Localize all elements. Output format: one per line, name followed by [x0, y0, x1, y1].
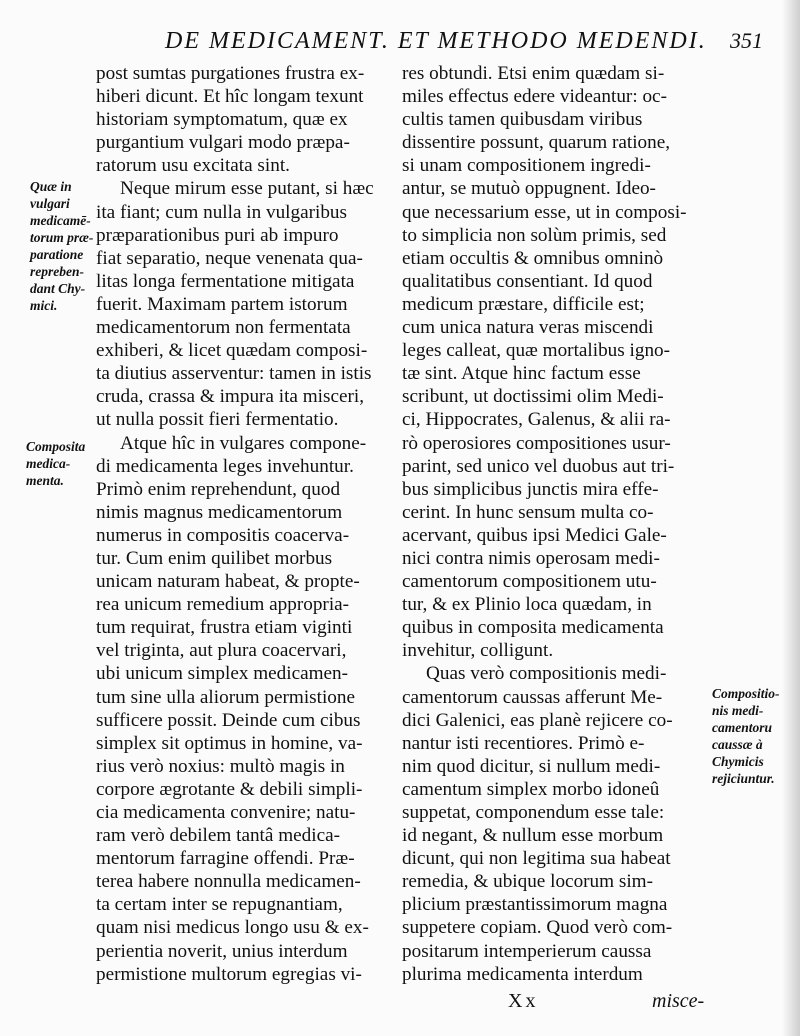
text-line: remedia, & ubique locorum sim-	[402, 871, 653, 893]
text-line: medicum præstare, difficile est;	[402, 293, 645, 315]
margin-note-composita	[26, 438, 85, 489]
text-line: purgantium vulgari modo præpa-	[96, 132, 350, 154]
text-line: di medicamenta leges invehuntur.	[96, 455, 354, 477]
margin-note-line: mici.	[30, 298, 58, 313]
text-line: qualitatibus consentiant. Id quod	[402, 270, 653, 292]
margin-note-line: caussæ à	[712, 737, 763, 752]
text-line: camentorum compositionem utu-	[402, 571, 657, 593]
text-line: antur, se mutuò oppugnent. Ideo-	[402, 178, 656, 200]
text-line: cum unica natura veras miscendi	[402, 317, 654, 339]
catchword: misce-	[652, 990, 705, 1012]
text-line: Neque mirum esse putant, si hæc	[120, 178, 374, 200]
text-line: ta certam inter se repugnantiam,	[96, 894, 343, 916]
text-line: plurima medicamenta interdum	[402, 963, 643, 985]
text-line: sufficere possit. Deinde cum cibus	[96, 709, 361, 731]
text-line: ita fiant; cum nulla in vulgaribus	[96, 201, 347, 223]
text-line: dissentire possunt, quarum ratione,	[402, 132, 671, 154]
margin-note-line: menta.	[26, 473, 64, 488]
text-line: to simplicia non solùm primis, sed	[402, 224, 667, 246]
margin-note-line: medica-	[26, 456, 71, 471]
text-line: permistione multorum egregias vi-	[96, 963, 362, 985]
margin-note-line: repreben-	[30, 264, 84, 279]
text-line: quam nisi medicus longo usu & ex-	[96, 917, 369, 939]
margin-note-chymici	[30, 178, 93, 314]
text-line: res obtundi. Etsi enim quædam si-	[402, 63, 665, 84]
text-line: miles effectus edere videantur: oc-	[402, 86, 667, 108]
text-line: medicamentorum non fermentata	[96, 317, 351, 339]
margin-note-line: torum præ-	[30, 230, 94, 245]
margin-note-line: Quæ in	[30, 179, 72, 194]
text-line: hiberi dicunt. Et hîc longam texunt	[96, 86, 364, 108]
text-line: Primò enim reprehendunt, quod	[96, 478, 341, 500]
text-line: cultis tamen quibusdam viribus	[402, 109, 643, 131]
text-line: nim quod dicitur, si nullum medi-	[402, 755, 661, 777]
text-line: invehitur, colligunt.	[402, 640, 554, 662]
margin-note-line: paratione	[30, 247, 84, 262]
text-line: terea habere nonnulla medicamen-	[96, 871, 361, 893]
text-line: unicam naturam habeat, & propte-	[96, 571, 360, 593]
text-line: suppetat, componendum esse tale:	[402, 802, 665, 823]
text-line: suppetere copiam. Quod verò com-	[402, 917, 673, 939]
left-text-column	[96, 62, 396, 986]
text-line: dicunt, qui non legitima sua habeat	[402, 848, 671, 870]
margin-note-line: Composita	[26, 439, 86, 454]
text-line: ci, Hippocrates, Galenus, & alii ra-	[402, 409, 671, 431]
text-line: bus simplicibus junctis mira effe-	[402, 478, 659, 500]
text-line: nantur isti recentiores. Primò e-	[402, 732, 645, 754]
text-line: perientia noverit, unius interdum	[96, 940, 348, 962]
text-line: rò operosiores compositiones usur-	[402, 432, 671, 454]
text-line: camentorum caussas afferunt Me-	[402, 686, 663, 708]
margin-note-line: medicamē-	[30, 213, 91, 228]
text-line: Quas verò compositionis medi-	[426, 663, 667, 685]
text-line: litas longa fermentatione mitigata	[96, 270, 355, 292]
text-line: scribunt, ut doctissimi olim Medi-	[402, 386, 664, 408]
text-line: rius verò noxius: multò magis in	[96, 755, 345, 777]
right-text-column	[402, 62, 707, 986]
signature-mark: Xx	[508, 990, 539, 1012]
margin-note-compositionis	[712, 685, 780, 787]
page-footer	[0, 990, 800, 1020]
page-number: 351	[730, 28, 763, 53]
text-line: præparationibus puri ab impuro	[96, 224, 339, 246]
text-line: leges calleat, quæ mortalibus igno-	[402, 340, 671, 362]
text-line: quibus in composita medicamenta	[402, 617, 664, 639]
text-line: tum sine ulla aliorum permistione	[96, 686, 355, 708]
page-edge-shadow	[782, 0, 800, 1036]
margin-note-line: Compositio-	[712, 686, 780, 701]
text-line: exhiberi, & licet quædam composi-	[96, 340, 368, 362]
text-line: si unam compositionem ingredi-	[402, 155, 651, 177]
text-line: cruda, crassa & impura ita misceri,	[96, 386, 364, 408]
text-line: ut nulla possit fieri fermentatio.	[96, 409, 339, 431]
text-line: ram verò debilem tantâ medica-	[96, 825, 340, 847]
text-line: etiam occultis & omnibus omninò	[402, 247, 664, 269]
text-line: tæ sint. Atque hinc factum esse	[402, 363, 641, 385]
text-line: plicium præstantissimorum magna	[402, 894, 668, 916]
text-line: fuerit. Maximam partem istorum	[96, 293, 348, 315]
text-line: Atque hîc in vulgares compone-	[120, 432, 367, 454]
text-line: cia medicamenta convenire; natu-	[96, 802, 356, 823]
text-line: tum requirat, frustra etiam viginti	[96, 617, 353, 639]
text-line: nici contra nimis operosam medi-	[402, 547, 660, 569]
text-line: simplex sit optimus in homine, va-	[96, 732, 363, 754]
margin-note-line: dant Chy-	[30, 281, 86, 296]
text-line: dici Galenici, eas planè rejicere co-	[402, 709, 673, 731]
text-line: cerint. In hunc sensum multa co-	[402, 501, 654, 523]
text-line: tur, & ex Plinio loca quædam, in	[402, 594, 652, 616]
text-line: historiam symptomatum, quæ ex	[96, 109, 348, 131]
page-header	[0, 28, 800, 58]
text-line: tur. Cum enim quilibet morbus	[96, 547, 333, 569]
text-line: positarum intemperierum caussa	[402, 940, 652, 962]
running-head: DE MEDICAMENT. ET METHODO MEDENDI.	[165, 28, 707, 54]
text-line: rea unicum remedium appropria-	[96, 594, 350, 616]
text-line: nimis magnus medicamentorum	[96, 501, 343, 523]
text-line: numerus in compositis coacerva-	[96, 524, 350, 546]
text-line: ta diutius asserventur: tamen in istis	[96, 363, 372, 385]
text-line: fiat separatio, neque venenata qua-	[96, 247, 363, 269]
text-line: que necessarium esse, ut in composi-	[402, 201, 687, 223]
text-line: camentum simplex morbo idoneû	[402, 778, 660, 800]
margin-note-line: nis medi-	[712, 703, 764, 718]
text-line: mentorum farragine offendi. Præ-	[96, 848, 355, 870]
text-line: vel triginta, aut plura coacervari,	[96, 640, 347, 662]
text-line: corpore ægrotante & debili simpli-	[96, 778, 363, 800]
margin-note-line: vulgari	[30, 196, 70, 211]
margin-note-line: rejiciuntur.	[712, 771, 775, 786]
margin-note-line: camentoru	[712, 720, 773, 735]
margin-note-line: Chymicis	[712, 754, 764, 769]
text-line: post sumtas purgationes frustra ex-	[96, 63, 365, 84]
text-line: acervant, quibus ipsi Medici Gale-	[402, 524, 667, 546]
text-line: parint, sed unico vel duobus aut tri-	[402, 455, 675, 477]
text-line: ratorum usu excitata sint.	[96, 155, 290, 177]
text-line: id negant, & nullum esse morbum	[402, 825, 664, 847]
text-line: ubi unicum simplex medicamen-	[96, 663, 349, 685]
